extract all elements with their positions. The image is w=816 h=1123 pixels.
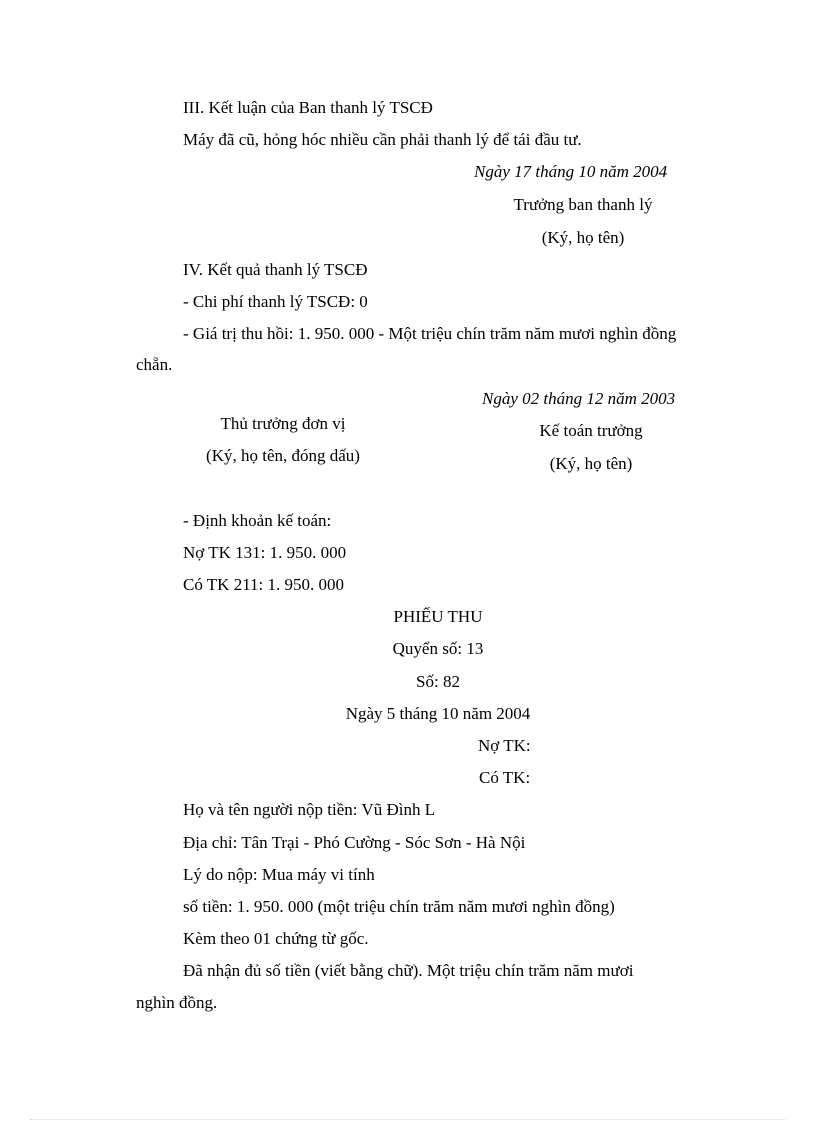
section3-heading: III. Kết luận của Ban thanh lý TSCĐ [183, 98, 433, 117]
receipt-amount: số tiền: 1. 950. 000 (một triệu chín trăm năm mươi nghìn đồng) [183, 897, 615, 916]
receipt-debit-account: Nợ TK: [478, 736, 531, 755]
receipt-address: Địa chỉ: Tân Trại - Phó Cường - Sóc Sơn - Hà Nội [183, 833, 526, 852]
entry-credit: Có TK 211: 1. 950. 000 [183, 575, 345, 594]
section4-recovery-line1: - Giá trị thu hồi: 1. 950. 000 - Một triệu chín trăm năm mươi nghìn đồng [183, 324, 677, 343]
page-bottom-divider [30, 1119, 786, 1120]
receipt-book: Quyển số: 13 [392, 639, 484, 658]
section4-recovery-line2: chẵn. [136, 355, 173, 374]
section3-signer-title: Trưởng ban thanh lý [513, 195, 653, 214]
section4-heading: IV. Kết quả thanh lý TSCĐ [183, 260, 368, 279]
receipt-title: PHIẾU THU [393, 607, 483, 626]
receipt-received-line2: nghìn đồng. [136, 993, 218, 1012]
receipt-reason: Lý do nộp: Mua máy vi tính [183, 865, 375, 884]
section3-text: Máy đã cũ, hỏng hóc nhiều cần phải thanh lý để tái đầu tư. [183, 130, 582, 149]
section3-date: Ngày 17 tháng 10 năm 2004 [474, 162, 668, 181]
section4-right-signer-title: Kế toán trưởng [539, 421, 643, 440]
section4-cost: - Chi phí thanh lý TSCĐ: 0 [183, 292, 368, 311]
receipt-received-line1: Đã nhận đủ số tiền (viết bằng chữ). Một triệu chín trăm năm mươi [183, 961, 634, 980]
receipt-credit-account: Có TK: [479, 768, 531, 787]
entry-heading: - Định khoản kế toán: [183, 511, 332, 530]
receipt-attachment: Kèm theo 01 chứng từ gốc. [183, 929, 369, 948]
entry-debit: Nợ TK 131: 1. 950. 000 [183, 543, 347, 562]
section3-signer-note: (Ký, họ tên) [541, 228, 625, 247]
section4-left-signer-title: Thủ trưởng đơn vị [220, 414, 346, 433]
section4-date: Ngày 02 tháng 12 năm 2003 [482, 389, 676, 408]
receipt-date: Ngày 5 tháng 10 năm 2004 [345, 704, 531, 723]
section4-left-signer-note: (Ký, họ tên, đóng dấu) [206, 446, 360, 465]
receipt-payer: Họ và tên người nộp tiền: Vũ Đình L [183, 800, 436, 819]
section4-right-signer-note: (Ký, họ tên) [549, 454, 633, 473]
receipt-number: Số: 82 [416, 672, 460, 691]
